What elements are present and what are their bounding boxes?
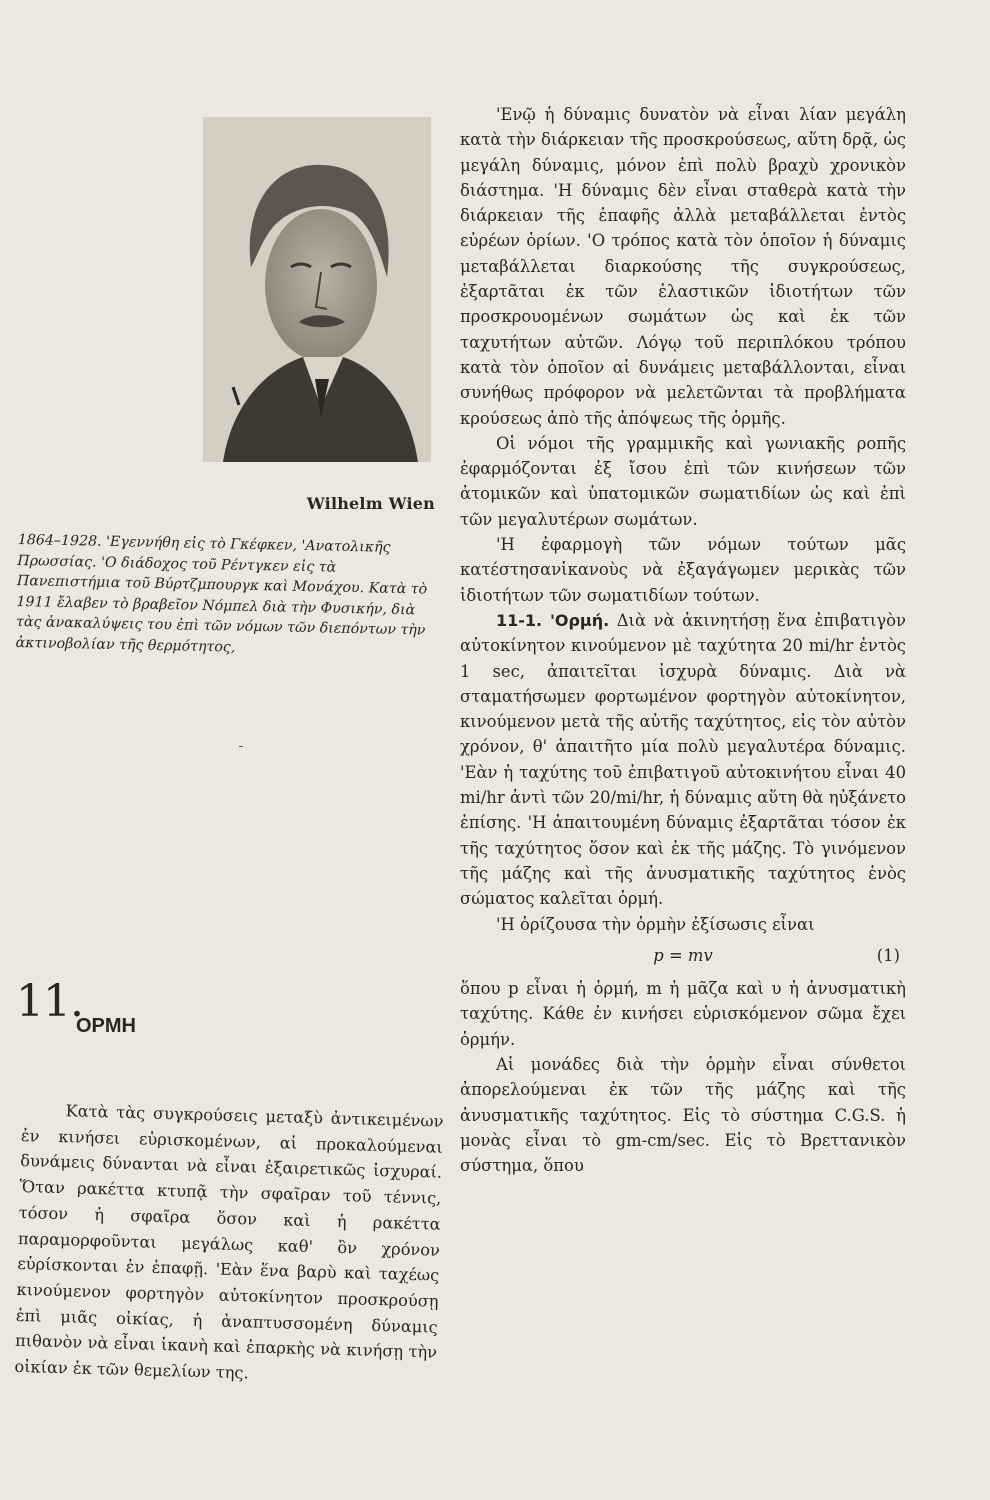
equation-number: (1) <box>876 945 900 965</box>
equation-text: p = mv <box>653 945 713 965</box>
portrait-name: Wilhelm Wien <box>306 494 435 513</box>
right-paragraph-7: Αἱ μονάδες διὰ τὴν ὁρμὴν εἶναι σύνθετοι ἀπορελούμεναι ἐκ τῶν τῆς μάζης καὶ τῆς ἀνυσματικῆς ταχύτητος. Εἰς τὸ σύστημα C.G.S. ἡ μονὰς εἶναι τὸ gm-cm/sec. Εἰς τὸ Βρεττανικὸν σύστημα, ὅπου <box>460 1054 906 1176</box>
portrait-caption-text: 1864–1928. 'Εγεννήθη εἰς τὸ Γκέφκεν, 'Ανατολικῆς Πρωσσίας. 'Ο διάδοχος τοῦ Ρέντγκεν εἰς τὰ Πανεπιστήμια τοῦ Βύρτζμπουργκ καὶ Μονάχου. Κατὰ τὸ 1911 ἔλαβεν τὸ βραβεῖον Νόμπελ διὰ τὴν Φυσικήν, διὰ τὰς ἀνακαλύψεις του ἐπὶ τῶν νόμων τῶν διεπόντων τὴν ἀκτινοβολίαν τῆς θερμότητος, <box>15 531 428 656</box>
portrait-photo <box>203 117 431 462</box>
portrait-caption <box>15 530 437 662</box>
chapter-number: 11. <box>16 976 83 1027</box>
right-paragraph-5: 'Η ὁρίζουσα τὴν ὁρμὴν ἐξίσωσις εἶναι <box>496 914 815 934</box>
momentum-equation <box>460 943 906 968</box>
section-heading: 11-1. 'Ορμή. <box>496 610 610 630</box>
section-paragraph <box>460 608 906 912</box>
left-column-text <box>14 1097 444 1391</box>
left-paragraph: Κατὰ τὰς συγκρούσεις μεταξὺ ἀντικειμένων ἐν κινήσει εὑρισκομένων, αἱ προκαλούμεναι δυνάμεις δύνανται νὰ εἶναι ἐξαιρετικῶς ἰσχυραί. Ὅταν ρακέττα κτυπᾷ τὴν σφαῖραν τοῦ τέννις, τόσον ἡ σφαῖρα ὅσον καὶ ἡ ρακέττα παραμορφοῦνται μεγάλως καθ' ὃν χρόνον εὑρίσκονται ἐν ἐπαφῇ. 'Εὰν ἕνα βαρὺ καὶ ταχέως κινούμενον φορτηγὸν αὐτοκίνητον προσκρούσῃ ἐπὶ μιᾶς οἰκίας, ἡ ἀναπτυσσομένη δύναμις πιθανὸν νὰ εἶναι ἱκανὴ καὶ ἐπαρκὴς νὰ κινήσῃ τὴν οἰκίαν ἐκ τῶν θεμελίων της. <box>14 1101 444 1383</box>
right-column-text <box>460 102 906 1178</box>
right-paragraph-6: ὅπου p εἶναι ἡ ὁρμή, m ἡ μᾶζα καὶ υ ἡ ἀνυσματικὴ ταχύτης. Κάθε ἐν κινήσει εὑρισκόμενον σῶμα ἔχει ὁρμήν. <box>460 979 906 1049</box>
portrait-illustration <box>203 117 431 462</box>
right-paragraph-1: 'Ενῷ ἡ δύναμις δυνατὸν νὰ εἶναι λίαν μεγάλη κατὰ τὴν διάρκειαν τῆς προσκρούσεως, αὕτη δρᾷ, ὡς μεγάλη δύναμις, μόνον ἐπὶ πολὺ βραχὺ χρονικὸν διάστημα. 'Η δύναμις δὲν εἶναι σταθερὰ κατὰ τὴν διάρκειαν τῆς ἐπαφῆς ἀλλὰ μεταβάλλεται ἐντὸς εὐρέων ὁρίων. 'Ο τρόπος κατὰ τὸν ὁποῖον ἡ δύναμις μεταβάλλεται διαρκούσης τῆς συγκρούσεως, ἐξαρτᾶται ἐκ τῶν ἐλαστικῶν ἰδιοτήτων τῶν προσκρουομένων σωμάτων ὡς καὶ ἐκ τῶν ταχυτήτων αὐτῶν. Λόγῳ τοῦ περιπλόκου τρόπου κατὰ τὸν ὁποῖον αἱ δυνάμεις μεταβάλλονται, εἶναι συνήθως πρόφορον νὰ μελετῶνται τὰ προβλήματα κρούσεως ἀπὸ τῆς ἀπόψεως τῆς ὁρμῆς. <box>460 105 906 428</box>
right-paragraph-2: Οἱ νόμοι τῆς γραμμικῆς καὶ γωνιακῆς ροπῆς ἐφαρμόζονται ἐξ ἴσου ἐπὶ τῶν κινήσεων τῶν ἀτομικῶν καὶ ὑπατομικῶν σωματιδίων ὡς καὶ ἐπὶ τῶν μεγαλυτέρων σωμάτων. <box>460 433 906 529</box>
chapter-title: ΟΡΜΗ <box>76 1015 136 1037</box>
right-paragraph-3: 'Η ἐφαρμογὴ τῶν νόμων τούτων μᾶς κατέστησανἱκανοὺς νὰ ἐξαγάγωμεν μερικὰς τῶν ἰδιοτήτων τῶν σωματιδίων τούτων. <box>460 535 906 605</box>
section-text: Διὰ νὰ ἀκινητήσῃ ἕνα ἐπιβατιγὸν αὐτοκίνητον κινούμενον μὲ ταχύτητα 20 mi/hr ἐντὸς 1 sec, ἀπαιτεῖται ἰσχυρὰ δύναμις. Διὰ νὰ σταματήσωμεν φορτωμένον φορτηγὸν αὐτοκίνητον, κινούμενον μετὰ τῆς αὐτῆς ταχύτητος, εἰς τὸν αὐτὸν χρόνον, θ' ἀπαιτῆτο μία πολὺ μεγαλυτέρα δύναμις. 'Εὰν ἡ ταχύτης τοῦ ἐπιβατιγοῦ αὐτοκινήτου εἶναι 40 mi/hr ἀντὶ τῶν 20/mi/hr, ἡ δύναμις αὕτη θὰ ηὐξάνετο ἐπίσης. 'Η ἀπαιτουμένη δύναμις ἐξαρτᾶται τόσον ἐκ τῆς ταχύτητος ὅσον καὶ ἐκ τῆς μάζης. Τὸ γινόμενον τῆς μάζης καὶ τῆς ἀνυσματικῆς ταχύτητος ἑνὸς σώματος καλεῖται ὁρμή. <box>460 610 906 909</box>
margin-mark <box>239 746 243 747</box>
